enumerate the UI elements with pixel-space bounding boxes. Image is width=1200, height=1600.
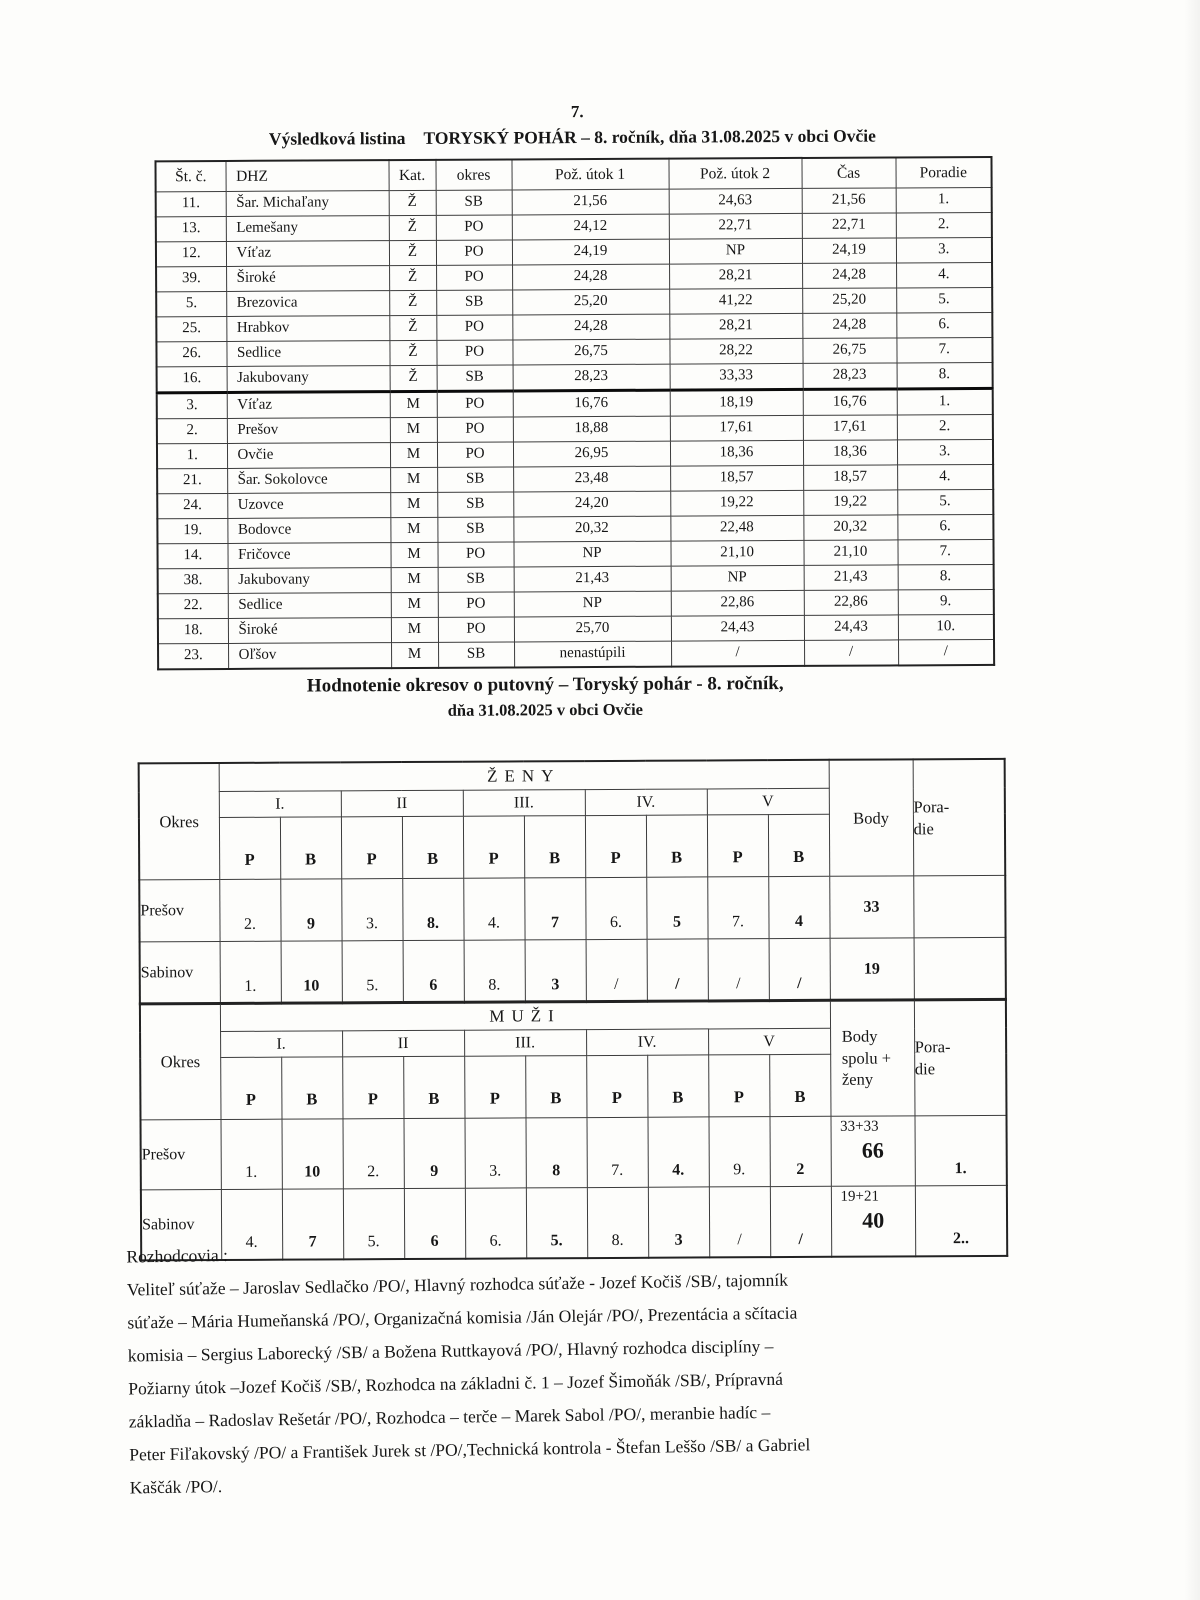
table-cell: 24,19 [512, 239, 669, 265]
table-cell: 21. [157, 468, 227, 493]
table-cell: 18,88 [513, 416, 670, 442]
table-cell: 16. [157, 366, 227, 392]
round-header-3: III. [464, 1030, 586, 1057]
col-header-rank: Poradie [895, 157, 991, 188]
table-cell: PO [437, 391, 513, 417]
table-cell: / [898, 639, 994, 665]
women-district-table [138, 758, 1007, 1006]
table-cell: PO [436, 315, 512, 340]
table-cell: NP [513, 541, 670, 567]
table-cell: 2. [897, 414, 993, 440]
table-cell: 24,20 [513, 491, 670, 517]
table-cell: M [390, 467, 437, 492]
rank-cell: 2.. [915, 1185, 1007, 1256]
table-cell: 8. [898, 564, 994, 590]
table-cell: 33,33 [670, 363, 803, 390]
body-total-header [830, 999, 915, 1116]
col-header-time: Čas [801, 157, 895, 188]
table-cell: Víťaz [226, 241, 389, 267]
table-cell: 24,28 [802, 263, 896, 288]
table-cell: 5. [896, 287, 992, 313]
p-header: P [463, 816, 524, 878]
table-cell: 24,12 [512, 214, 669, 240]
table-cell: SB [437, 492, 513, 517]
table-cell: M [390, 542, 437, 567]
p-header: P [586, 1055, 647, 1117]
table-cell: 7. [896, 337, 992, 363]
b-cell: 10 [281, 941, 342, 1004]
table-cell: Šar. Sokolovce [227, 468, 390, 494]
table-cell: 3. [897, 439, 993, 465]
b-header: B [402, 816, 463, 878]
b-header: B [525, 1056, 586, 1118]
b-cell: 6 [404, 1188, 465, 1259]
table-cell: 25,70 [514, 616, 671, 642]
b-header: B [280, 817, 341, 879]
table-cell: SB [437, 517, 513, 542]
table-cell: 4. [897, 464, 993, 490]
body-total-header-line1: Body [841, 1026, 878, 1047]
women-category-title: ŽENY [219, 760, 829, 792]
p-cell: 2. [219, 879, 280, 941]
round-header-2: II [341, 790, 463, 817]
table-cell: 22,86 [804, 590, 898, 615]
women-row-presov [139, 875, 1005, 942]
body-total-cell [831, 1116, 915, 1186]
table-cell: 21,10 [803, 540, 897, 565]
b-cell: 5. [526, 1188, 587, 1259]
table-cell: 28,21 [669, 313, 802, 339]
body-total-cell: 19 [830, 938, 914, 1001]
men-district-table [139, 998, 1008, 1262]
body-total-value: 66 [861, 1137, 884, 1163]
table-cell: 12. [156, 241, 226, 266]
round-header-1: I. [220, 1031, 342, 1058]
p-cell: 5. [343, 1189, 404, 1260]
b-header: B [647, 1055, 708, 1117]
b-cell: 8 [526, 1118, 587, 1188]
table-cell: 26,75 [802, 338, 896, 363]
p-cell: 8. [464, 940, 525, 1003]
b-cell: 8. [402, 878, 463, 940]
table-cell: NP [671, 565, 804, 591]
table-cell: 24,28 [512, 314, 669, 340]
table-cell: Oľšov [228, 643, 391, 669]
referees-line: Kaščák /PO/. [129, 1476, 223, 1498]
p-header: P [220, 1057, 281, 1119]
col-header-team: DHZ [225, 160, 388, 191]
table-cell: 24,43 [671, 615, 804, 641]
men-category-title: MUŽI [220, 1000, 830, 1032]
document-title [154, 125, 990, 150]
b-cell: 7 [282, 1189, 343, 1260]
p-header: P [219, 817, 280, 879]
table-cell: Sedlice [228, 593, 391, 619]
table-cell: 1. [896, 187, 992, 213]
poradie-header-line1: Pora- [914, 1037, 951, 1057]
col-header-attack1: Pož. útok 1 [511, 159, 668, 190]
p-header: P [708, 1055, 769, 1117]
table-cell: SB [438, 642, 514, 668]
table-cell: 21,43 [804, 565, 898, 590]
p-cell: 6. [465, 1188, 526, 1259]
table-cell: 16,76 [803, 389, 897, 415]
table-cell: Ž [389, 190, 436, 215]
table-cell: Ž [389, 215, 436, 240]
body-total-value: 40 [862, 1207, 885, 1233]
table-cell: M [391, 642, 438, 668]
referees-line: Požiarny útok –Jozef Kočiš /SB/, Rozhodca na základni č. 1 – Jozef Šimoňák /SB/, Prípravná [128, 1368, 784, 1399]
p-header: P [585, 815, 646, 877]
referees-line: súťaže – Mária Humeňanská /PO/, Organizačná komisia /Ján Olejár /PO/, Prezentácia a sčítacia [127, 1302, 798, 1333]
table-cell: Ž [389, 315, 436, 340]
body-sum-text: 19+21 [840, 1188, 880, 1205]
b-cell: 10 [282, 1119, 343, 1189]
table-cell: Uzovce [227, 493, 390, 519]
table-cell: NP [669, 238, 802, 264]
referees-section [126, 1227, 1030, 1504]
table-cell: 20,32 [803, 515, 897, 540]
round-header-3: III. [463, 790, 585, 817]
okres-header: Okres [140, 1003, 221, 1120]
table-cell: Bodovce [227, 518, 390, 544]
b-cell: 3 [525, 940, 586, 1003]
table-cell: 3. [896, 237, 992, 263]
results-table [154, 156, 995, 670]
table-cell: SB [437, 365, 513, 391]
table-cell: PO [438, 617, 514, 642]
table-cell: NP [514, 591, 671, 617]
table-cell: 38. [158, 568, 228, 593]
table-cell: 25. [156, 316, 226, 341]
table-cell: 5. [897, 489, 993, 515]
table-cell: 17,61 [670, 415, 803, 441]
b-header: B [524, 816, 585, 878]
table-cell: 1. [897, 388, 993, 415]
table-cell: 24,28 [512, 264, 669, 290]
table-cell: 1. [157, 443, 227, 468]
table-cell: 19. [157, 518, 227, 543]
section-heading-line1: Hodnotenie okresov o putovný – Toryský pohár - 8. ročník, [306, 673, 784, 697]
p-cell: 4. [221, 1189, 282, 1260]
district-label: Sabinov [140, 941, 220, 1004]
b-cell: 3 [648, 1187, 709, 1258]
table-cell: Jakubovany [227, 366, 390, 393]
p-cell: 1. [220, 941, 281, 1004]
table-cell: 11. [156, 191, 226, 216]
table-cell: PO [437, 417, 513, 442]
table-cell: PO [436, 215, 512, 240]
section-heading-line2: dňa 31.08.2025 v obci Ovčie [447, 699, 644, 720]
men-table-title-row [140, 999, 1006, 1032]
table-cell: 18,36 [670, 440, 803, 466]
table-cell: 7. [897, 539, 993, 565]
table-cell: 22,71 [669, 213, 802, 239]
table-cell: 6. [897, 514, 993, 540]
table-cell: PO [436, 265, 512, 290]
table-cell: 24,19 [802, 238, 896, 263]
round-header-1: I. [219, 791, 341, 818]
district-label: Sabinov [141, 1189, 221, 1260]
round-header-5: V [708, 1028, 830, 1055]
table-cell: Lemešany [226, 216, 389, 242]
table-cell: PO [436, 240, 512, 265]
table-cell: M [391, 592, 438, 617]
table-cell: PO [437, 442, 513, 467]
table-cell: 24,43 [804, 615, 898, 640]
table-cell: 28,22 [669, 338, 802, 364]
table-cell: SB [436, 290, 512, 315]
p-cell: 2. [343, 1119, 404, 1189]
col-header-attack2: Pož. útok 2 [668, 158, 801, 189]
referees-line: Veliteľ súťaže – Jaroslav Sedlačko /PO/, Hlavný rozhodca súťaže - Jozef Kočiš /SB/, tajomník [126, 1269, 789, 1300]
table-cell: PO [437, 542, 513, 567]
poradie-header-line2: die [914, 1058, 936, 1078]
table-cell: 22,48 [670, 515, 803, 541]
table-cell: M [390, 391, 437, 417]
table-cell: Brezovica [226, 291, 389, 317]
men-row-presov [141, 1115, 1007, 1190]
table-cell: M [391, 617, 438, 642]
table-cell: 22,86 [671, 590, 804, 616]
results-header-row [155, 157, 991, 192]
body-total-header-line3: ženy [841, 1069, 874, 1089]
p-cell: 4. [463, 878, 524, 940]
table-cell: 19,22 [803, 490, 897, 515]
table-cell: 18,57 [803, 465, 897, 490]
results-women-rows [156, 187, 993, 392]
b-cell: / [770, 1186, 831, 1257]
table-cell: M [390, 492, 437, 517]
b-header: B [281, 1057, 342, 1119]
table-cell: 26,75 [512, 339, 669, 365]
table-cell: 3. [157, 392, 227, 418]
table-cell: 18. [158, 618, 228, 643]
b-cell: 9 [280, 879, 341, 941]
p-cell: 3. [341, 879, 402, 941]
table-cell: 18,36 [803, 440, 897, 465]
table-cell: 23,48 [513, 466, 670, 492]
table-cell: 25,20 [512, 289, 669, 315]
table-cell: Sedlice [226, 341, 389, 367]
table-cell: 13. [156, 216, 226, 241]
table-cell: SB [438, 567, 514, 592]
table-cell: 39. [156, 266, 226, 291]
p-cell: / [586, 939, 647, 1002]
table-cell: 5. [156, 291, 226, 316]
referees-line: Peter Fiľakovský /PO/ a František Jurek st /PO/,Technická kontrola - Štefan Leššo /SB/ a Gabriel [129, 1434, 811, 1465]
table-cell: Široké [228, 618, 391, 644]
district-label: Prešov [139, 879, 219, 941]
round-header-5: V [707, 788, 829, 815]
table-cell: Ž [389, 290, 436, 315]
table-cell: 25,20 [802, 288, 896, 313]
women-table-title-row [139, 759, 1005, 792]
p-cell: 5. [342, 941, 403, 1004]
table-cell: 2. [157, 418, 227, 443]
document-title-prefix: Výsledková listina [268, 128, 406, 149]
table-cell: 26,95 [513, 441, 670, 467]
p-cell: / [708, 939, 769, 1002]
table-cell: Šar. Michaľany [226, 191, 389, 217]
round-header-4: IV. [586, 1029, 708, 1056]
results-men-rows [157, 388, 994, 669]
table-cell: 22,71 [802, 213, 896, 238]
p-header: P [707, 815, 768, 877]
document-title-main: TORYSKÝ POHÁR – 8. ročník, dňa 31.08.2025 v obci Ovčie [423, 125, 876, 148]
referees-line: základňa – Radoslav Rešetár /PO/, Rozhodca – terče – Marek Sabol /PO/, meranbie hadíc – [128, 1401, 771, 1432]
table-cell: 28,21 [669, 263, 802, 289]
col-header-start-number: Št. č. [155, 161, 225, 192]
col-header-category: Kat. [388, 160, 435, 191]
p-header: P [341, 817, 402, 879]
table-cell: Ž [389, 265, 436, 290]
table-cell: 24,28 [802, 313, 896, 338]
table-cell: M [390, 517, 437, 542]
b-cell: 4 [768, 876, 829, 938]
b-cell: 2 [769, 1116, 830, 1186]
p-cell: 3. [465, 1118, 526, 1188]
table-cell: 22. [158, 593, 228, 618]
table-cell: nenastúpili [514, 641, 671, 667]
table-cell: 17,61 [803, 415, 897, 440]
table-cell: 24,63 [669, 188, 802, 214]
table-cell: Fričovce [227, 543, 390, 569]
p-header: P [464, 1056, 525, 1118]
table-cell: 21,10 [670, 540, 803, 566]
col-header-district: okres [435, 159, 511, 190]
table-cell: 41,22 [669, 288, 802, 314]
table-cell: 21,43 [514, 566, 671, 592]
table-cell: 4. [896, 262, 992, 288]
table-cell: M [390, 417, 437, 442]
referees-line: komisia – Sergius Laborecký /SB/ a Božena Ruttkayová /PO/, Hlavný rozhodca disciplíny – [127, 1335, 774, 1366]
table-cell: 6. [896, 312, 992, 338]
b-cell: / [769, 938, 830, 1001]
b-cell: 7 [524, 878, 585, 940]
p-cell: 7. [707, 877, 768, 939]
b-header: B [769, 1054, 830, 1116]
table-cell: 2. [896, 212, 992, 238]
table-cell: 21,56 [802, 188, 896, 213]
round-header-2: II [342, 1030, 464, 1057]
okres-header: Okres [139, 763, 220, 880]
p-cell: 7. [587, 1117, 648, 1187]
table-cell: 23. [158, 643, 228, 669]
table-cell: 19,22 [670, 490, 803, 516]
referees-heading: Rozhodcovia : [126, 1244, 229, 1267]
b-cell: 9 [404, 1118, 465, 1188]
body-total-cell: 33 [829, 876, 913, 938]
table-cell: Jakubovany [228, 568, 391, 594]
p-header: P [342, 1057, 403, 1119]
district-label: Prešov [141, 1119, 221, 1189]
table-cell: Ž [389, 240, 436, 265]
poradie-header [914, 999, 1007, 1116]
table-cell: 9. [898, 589, 994, 615]
p-cell: 6. [585, 877, 646, 939]
body-sum-text: 33+33 [840, 1118, 879, 1135]
table-cell: 28,23 [513, 364, 670, 391]
rank-cell [914, 937, 1006, 1000]
p-cell: 1. [221, 1119, 282, 1189]
table-cell: SB [436, 190, 512, 215]
table-cell: Široké [226, 266, 389, 292]
table-cell: 8. [897, 362, 993, 389]
b-cell: 5 [646, 877, 707, 939]
p-cell: 9. [708, 1117, 769, 1187]
poradie-header [913, 759, 1006, 876]
table-cell: Prešov [227, 418, 390, 444]
page-number: 7. [570, 102, 584, 122]
b-cell: 4. [647, 1117, 708, 1187]
table-cell: 28,23 [803, 363, 897, 389]
table-cell: 16,76 [513, 390, 670, 417]
body-header: Body [829, 759, 914, 876]
table-cell: 26. [156, 341, 226, 366]
table-row [158, 639, 994, 669]
table-cell: 14. [157, 543, 227, 568]
table-cell: 24. [157, 493, 227, 518]
b-cell: 6 [403, 940, 464, 1003]
b-header: B [403, 1056, 464, 1118]
poradie-header-line2: die [913, 818, 934, 838]
table-cell: 21,56 [512, 189, 669, 215]
table-cell: 18,57 [670, 465, 803, 491]
b-cell: / [647, 939, 708, 1002]
table-cell: Ovčie [227, 443, 390, 469]
rank-cell [913, 875, 1005, 937]
table-cell: Ž [390, 365, 437, 391]
b-header: B [768, 814, 829, 876]
section-heading [130, 672, 960, 722]
table-cell: SB [437, 467, 513, 492]
table-cell: M [391, 567, 438, 592]
table-cell: / [804, 640, 898, 666]
table-cell: 10. [898, 614, 994, 640]
table-cell: Hrabkov [226, 316, 389, 342]
poradie-header-line1: Pora- [913, 797, 950, 817]
table-cell: M [390, 442, 437, 467]
table-cell: PO [438, 592, 514, 617]
table-cell: 18,19 [670, 389, 803, 416]
p-cell: 8. [587, 1187, 648, 1258]
women-row-sabinov [140, 937, 1006, 1004]
body-total-header-line2: spolu + [841, 1048, 892, 1068]
round-header-4: IV. [585, 789, 707, 816]
table-cell: 20,32 [513, 516, 670, 542]
table-cell: Ž [389, 340, 436, 365]
table-cell: / [671, 640, 804, 666]
b-header: B [646, 815, 707, 877]
rank-cell: 1. [915, 1115, 1007, 1185]
table-cell: Víťaz [227, 392, 390, 419]
p-cell: / [709, 1187, 770, 1258]
table-cell: PO [436, 340, 512, 365]
